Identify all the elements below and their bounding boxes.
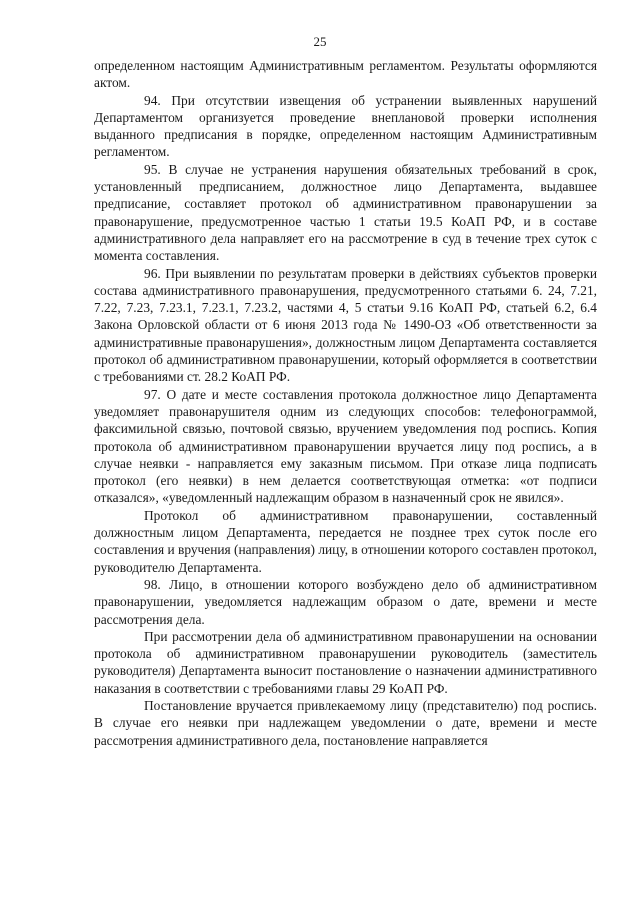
paragraph-protocol: Протокол об административном правонарушении, составленный должностным лицом Департамента, передается не позднее трех суток после его составления и вручения (направления) лицу, в отношении которого составлен протокол, руководителю Департамента. [94, 507, 597, 575]
paragraph-resolution: Постановление вручается привлекаемому лицу (представителю) под роспись. В случае его неявки при надлежащем уведомлении о дате, времени и месте рассмотрения административного дела, постановление направляется [94, 697, 597, 748]
paragraph-95: 95. В случае не устранения нарушения обязательных требований в срок, установленный предписанием, должностное лицо Департамента, выдавшее предписание, составляет протокол об административном правонарушении за правонарушение, предусмотренное частью 1 статьи 19.5 КоАП РФ, и в составе административного дела направляет его на рассмотрение в суд в течение трех суток с момента составления. [94, 161, 597, 264]
paragraph-consideration: При рассмотрении дела об административном правонарушении на основании протокола об административном правонарушении руководитель (заместитель руководителя) Департамента выносит постановление о назначении административного наказания в соответствии с требованиями главы 29 КоАП РФ. [94, 628, 597, 696]
document-body [94, 57, 597, 749]
page-number: 25 [313, 34, 327, 49]
paragraph-94: 94. При отсутствии извещения об устранении выявленных нарушений Департаментом организуется проведение внеплановой проверки исполнения выданного предписания в порядке, определенном настоящим Административным регламентом. [94, 92, 597, 160]
paragraph-98: 98. Лицо, в отношении которого возбуждено дело об административном правонарушении, уведомляется надлежащим образом о дате, времени и месте рассмотрения дела. [94, 576, 597, 627]
paragraph-96: 96. При выявлении по результатам проверки в действиях субъектов проверки состава административного правонарушения, предусмотренного статьями 6. 24, 7.21, 7.22, 7.23, 7.23.1, 7.23.1, 7.23.2, частями 4, 5 статьи 9.16 КоАП РФ, статьей 6.2, 6.4 Закона Орловской области от 6 июня 2013 года № 1490-ОЗ «Об ответственности за административные правонарушения», должностным лицом Департамента составляется протокол об административном правонарушении, который оформляется в соответствии с требованиями ст. 28.2 КоАП РФ. [94, 265, 597, 385]
paragraph-continuation: определенном настоящим Административным регламентом. Результаты оформляются актом. [94, 58, 597, 91]
paragraph-97: 97. О дате и месте составления протокола должностное лицо Департамента уведомляет правонарушителя одним из следующих способов: телефонограммой, факсимильной связью, почтовой связью, вручением уведомления под роспись. Копия протокола об административном правонарушении вручается лицу под роспись, а в случае неявки - направляется ему заказным письмом. При отказе лица подписать протокол (его неявки) в нем делается соответствующая отметка: «от подписи отказался», «уведомленный надлежащим образом в назначенный срок не явился». [94, 386, 597, 506]
